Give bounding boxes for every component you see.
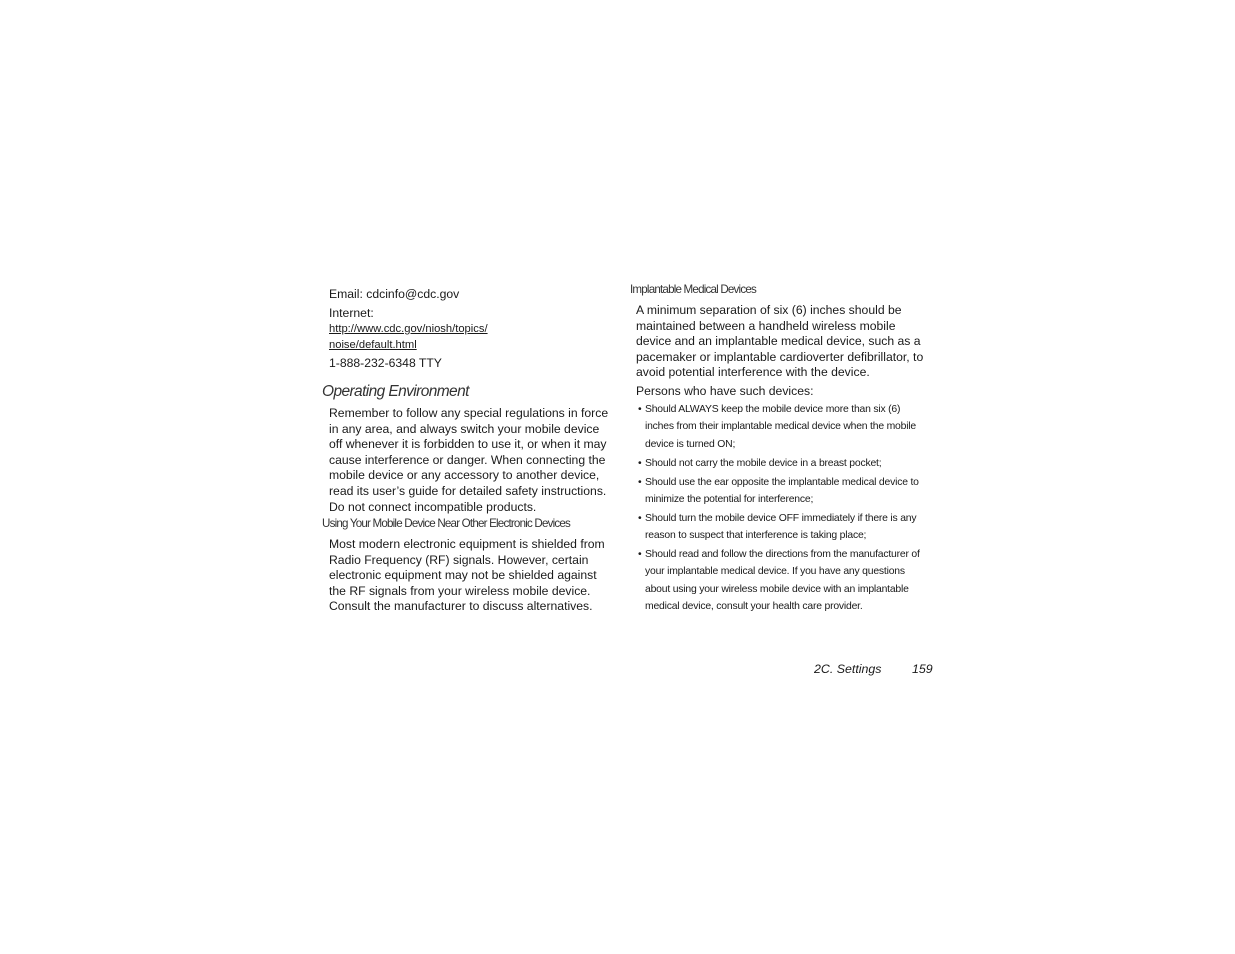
bullet-mark: •: [638, 512, 642, 524]
contact-email: Email: cdcinfo@cdc.gov: [329, 287, 460, 301]
bullet-mark: •: [638, 549, 642, 561]
heading-implantable-devices: Implantable Medical Devices: [630, 283, 756, 296]
bullet-mark: •: [638, 457, 642, 469]
list-item: • Should turn the mobile device OFF immediately if there is any reason to suspect that interference is taking place;: [635, 510, 927, 545]
heading-operating-environment: Operating Environment: [322, 383, 469, 400]
persons-intro: Persons who have such devices:: [636, 384, 814, 398]
url-link-line-2[interactable]: noise/default.html: [329, 339, 417, 351]
near-devices-body: Most modern electronic equipment is shielded from Radio Frequency (RF) signals. However, certain electronic equipment may not be shielded against the RF signals from your wireless mobile device. Consult the manufacturer to discuss alternatives.: [329, 537, 605, 614]
implantable-body: A minimum separation of six (6) inches should be maintained between a handheld wireless mobile device and an implantable medical device, such as a pacemaker or implantable cardioverter defibrillator, to avoid potential interference with the device.: [636, 303, 924, 380]
bullet-mark: •: [638, 476, 642, 488]
contact-internet-label: Internet:: [329, 306, 374, 320]
list-item: • Should ALWAYS keep the mobile device more than six (6) inches from their implantable medical device when the mobile device is turned ON;: [635, 401, 927, 453]
page-number: 159: [912, 662, 933, 676]
implantable-bullet-list: [635, 401, 927, 617]
contact-tty: 1-888-232-6348 TTY: [329, 356, 442, 370]
list-item: • Should use the ear opposite the implantable medical device to minimize the potential for interference;: [635, 474, 927, 509]
contact-url[interactable]: [329, 321, 614, 353]
list-item: • Should not carry the mobile device in a breast pocket;: [635, 455, 927, 472]
operating-environment-body: Remember to follow any special regulations in force in any area, and always switch your mobile device off whenever it is forbidden to use it, or when it may cause interference or danger. When connecting the mobile device or any accessory to another device, read its user’s guide for detailed safety instructions. Do not connect incompatible products.: [329, 406, 609, 514]
list-item: • Should read and follow the directions from the manufacturer of your implantable medical device. If you have any questions about using your wireless mobile device with an implantable medical device, consult your health care provider.: [635, 546, 927, 615]
heading-near-devices: Using Your Mobile Device Near Other Electronic Devices: [322, 517, 571, 530]
footer-section-name: 2C. Settings: [814, 662, 882, 676]
url-link-line-1[interactable]: http://www.cdc.gov/niosh/topics/: [329, 323, 488, 335]
bullet-mark: •: [638, 404, 642, 415]
